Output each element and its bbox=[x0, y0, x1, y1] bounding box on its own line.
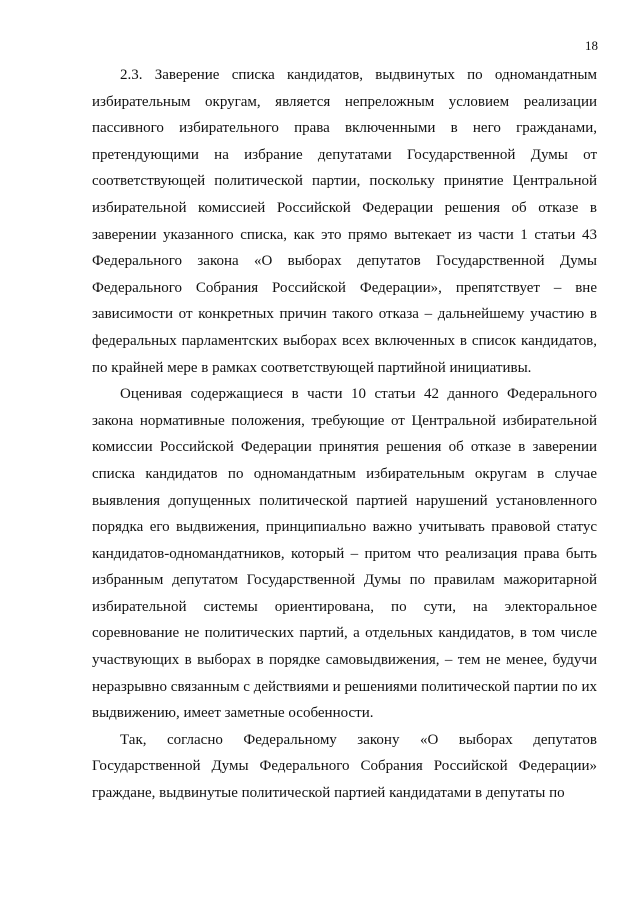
page-number: 18 bbox=[585, 38, 598, 53]
paragraph-1: 2.3. Заверение списка кандидатов, выдвинутых по одномандатным избирательным округам, является непреложным условием реализации пассивного избирательного права включенными в него гражданами, претендующими на избрание депутатами Государственной Думы от соответствующей политической партии, поскольку принятие Центральной избирательной комиссией Российской Федерации решения об отказе в заверении указанного списка, как это прямо вытекает из части 1 статьи 43 Федерального закона «О выборах депутатов Государственной Думы Федерального Собрания Российской Федерации», препятствует – вне зависимости от конкретных причин такого отказа – дальнейшему участию в федеральных парламентских выборах всех включенных в список кандидатов, по крайней мере в рамках соответствующей партийной инициативы. bbox=[92, 67, 597, 376]
paragraph-2: Оценивая содержащиеся в части 10 статьи 42 данного Федерального закона нормативные положения, требующие от Центральной избирательной комиссии Российской Федерации принятия решения об отказе в заверении списка кандидатов по одномандатным избирательным округам в случае выявления допущенных политической партией нарушений установленного порядка его выдвижения, принципиально важно учитывать правовой статус кандидатов-одномандатников, который – притом что реализация права быть избранным депутатом Государственной Думы по правилам мажоритарной избирательной системы ориентирована, по сути, на электоральное соревнование не политических партий, а отдельных кандидатов, в том числе участвующих в выборах в порядке самовыдвижения, – тем не менее, будучи неразрывно связанным с действиями и решениями политической партии по их выдвижению, имеет заметные особенности. bbox=[92, 386, 597, 722]
paragraph-3: Так, согласно Федеральному закону «О выборах депутатов Государственной Думы Федерального Собрания Российской Федерации» граждане, выдвинутые политической партией кандидатами в депутаты по bbox=[92, 731, 597, 802]
body-text bbox=[92, 62, 597, 807]
